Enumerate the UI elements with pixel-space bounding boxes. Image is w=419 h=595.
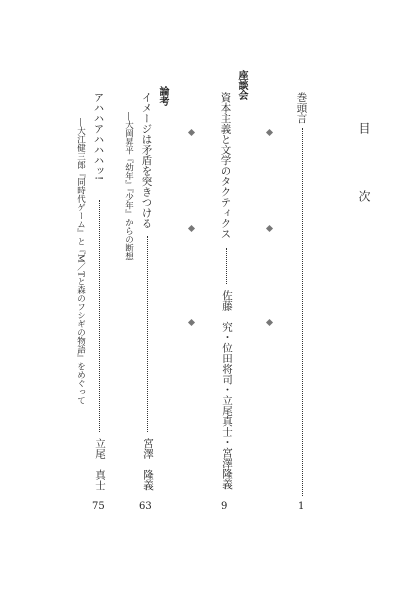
page-number: 9 [221, 501, 228, 512]
page-number: 1 [298, 501, 305, 512]
diamond-ornament [266, 129, 273, 136]
page-number: 63 [139, 501, 152, 512]
leader-dots [302, 128, 303, 496]
section-heading: 座談会 [236, 70, 247, 100]
toc-item-author: 立尾 真士 [94, 438, 106, 491]
toc-item-title[interactable]: アハハアハハハッ! [92, 92, 105, 181]
toc-item-author: 佐藤 究・位田将司・立尾真士・宮澤隆義 [221, 290, 233, 490]
diamond-ornament [188, 225, 195, 232]
leader-dots [226, 248, 227, 284]
toc-item-title[interactable]: 資本主義と文学のタクティクス [219, 92, 232, 239]
toc-item-title[interactable]: イメージは矛盾を突きつける [140, 92, 153, 229]
page-number: 75 [92, 501, 105, 512]
diamond-ornament [266, 225, 273, 232]
toc-item-author: 宮澤 隆義 [142, 438, 154, 491]
page-title: 目 次 [357, 122, 371, 224]
section-heading: 論考 [157, 86, 168, 106]
toc-item-subtitle: ―大江健三郎『同時代ゲーム』と『M／Tと森のフシギの物語』をめぐって [75, 118, 86, 405]
leader-dots [147, 236, 148, 432]
leader-dots [99, 200, 100, 432]
diamond-ornament [266, 319, 273, 326]
toc-item-subtitle: ―大岡昇平『幼年』『少年』からの断想 [123, 112, 134, 261]
diamond-ornament [188, 319, 195, 326]
diamond-ornament [188, 129, 195, 136]
toc-item-title[interactable]: 巻頭言 [295, 92, 308, 124]
